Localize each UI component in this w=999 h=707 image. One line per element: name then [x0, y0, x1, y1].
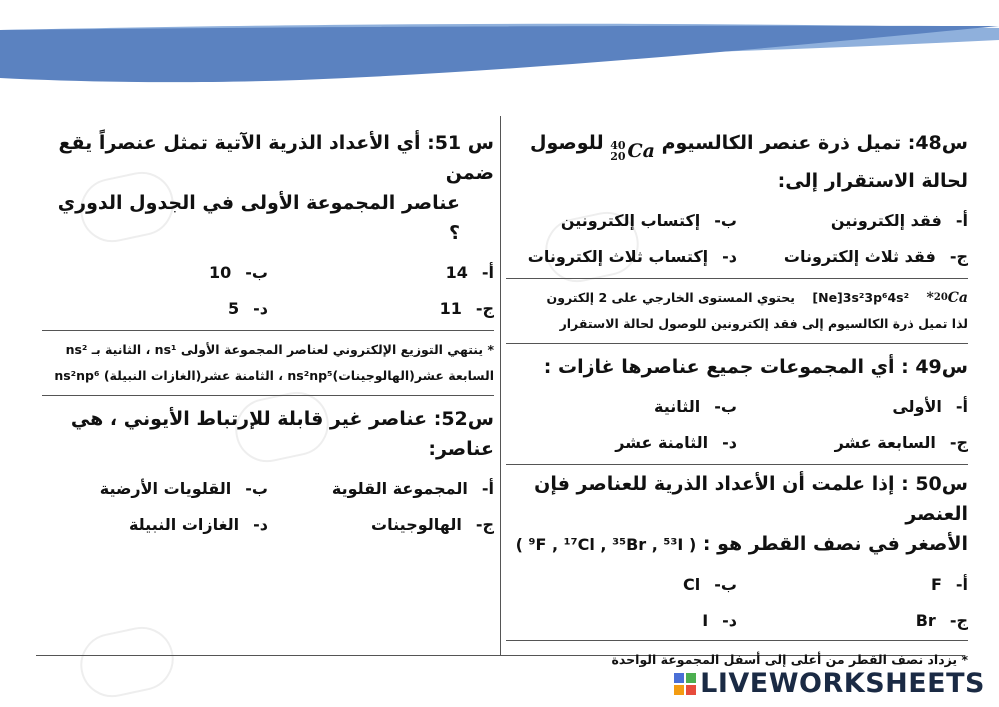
q50-line1: س50 : إذا علمت أن الأعداد الذرية للعناصر فإن العنصر: [534, 473, 968, 525]
q48-prefix: س48:: [907, 132, 968, 154]
calcium-symbol: Ca: [627, 140, 655, 162]
q50-option-b[interactable]: ب- Cl: [683, 574, 737, 594]
question-50: [506, 469, 968, 560]
q48-text-after: للوصول لحالة الاستقرار إلى:: [530, 132, 968, 192]
q48-option-c[interactable]: ج- فقد ثلاث إلكترونات: [783, 246, 968, 266]
q52-option-a[interactable]: أ- المجموعة القلوية: [331, 478, 494, 498]
electron-configuration: [Ne]3s²3p⁶4s²: [812, 290, 910, 305]
q50-element-set: ( ⁹F , ¹⁷Cl , ³⁵Br , ⁵³I ): [515, 535, 697, 554]
q48-options: [506, 202, 968, 274]
q51-explanation-note: [42, 330, 494, 396]
question-49: س49 : أي المجموعات جميع عناصرها غازات :: [543, 356, 968, 378]
q48-option-d[interactable]: د- إكتساب ثلاث إلكترونات: [527, 246, 737, 266]
q52-options: [42, 470, 494, 542]
q48-option-b[interactable]: ب- إكتساب إلكترونين: [560, 210, 737, 230]
q49-option-d[interactable]: د- الثامنة عشر: [615, 432, 737, 452]
q51-option-a[interactable]: أ- 14: [445, 262, 494, 282]
note-atomic-number: 20: [933, 292, 948, 303]
q50-line2: الأصغر في نصف القطر هو :: [702, 533, 968, 555]
q50-option-d[interactable]: د- I: [702, 610, 737, 630]
q51-option-d[interactable]: د- 5: [228, 298, 268, 318]
q48-explanation-note: [506, 278, 968, 344]
q50-note: * يزداد نصف القطر من أعلى إلى أسفل المجموعة الواحدة: [506, 640, 968, 679]
question-48: [506, 128, 968, 196]
logo-squares-icon: [674, 673, 696, 695]
left-column: [42, 128, 494, 542]
q52-option-d[interactable]: د- الغازات النبيلة: [128, 514, 268, 534]
calcium-isotope: [610, 136, 655, 166]
q49-option-b[interactable]: ب- الثانية: [654, 396, 737, 416]
q51-options: [42, 254, 494, 326]
q50-option-c[interactable]: ج- Br: [915, 610, 968, 630]
divider: [506, 464, 968, 465]
q51-line1: س 51: أي الأعداد الذرية الآتية تمثل عنصراً يقع ضمن: [58, 132, 494, 184]
q48-text: تميل ذرة عنصر الكالسيوم: [661, 132, 902, 154]
header-wave-banner: [0, 0, 999, 110]
note-line1: يحتوي المستوى الخارجي على 2 إلكترون: [546, 290, 795, 305]
q51-note-line2: السابعة عشر(الهالوجينات)ns²np⁵ ، الثامنة عشر(الغازات النبيلة) ns²np⁶: [54, 368, 494, 383]
q50-option-a[interactable]: أ- F: [930, 574, 968, 594]
watermark-logo: [74, 621, 179, 703]
column-divider: [500, 116, 501, 656]
calcium-atomic-number: 20: [610, 150, 626, 163]
q51-line2: عناصر المجموعة الأولى في الجدول الدوري ؟: [57, 192, 460, 244]
q49-option-c[interactable]: ج- السابعة عشر: [834, 432, 968, 452]
q51-option-c[interactable]: ج- 11: [439, 298, 494, 318]
calcium-mass-number: 40: [610, 139, 626, 152]
note-line2: لذا تميل ذرة الكالسيوم إلى فقد إلكترونين للوصول لحالة الاستقرار: [559, 316, 968, 331]
right-column: [506, 128, 968, 687]
q48-option-a[interactable]: أ- فقد إلكترونين: [830, 210, 968, 230]
note-element: Ca: [947, 290, 968, 306]
note-star: *: [926, 290, 934, 306]
q52-option-b[interactable]: ب- القلويات الأرضية: [99, 478, 268, 498]
logo-text: LIVEWORKSHEETS: [700, 668, 985, 699]
q49-option-a[interactable]: أ- الأولى: [892, 396, 968, 416]
q49-options: [506, 388, 968, 460]
q51-note-line1: * ينتهي التوزيع الإلكتروني لعناصر المجموعة الأولى ns¹ ، الثانية بـ ns²: [65, 342, 494, 357]
q50-options: [506, 566, 968, 638]
liveworksheets-logo[interactable]: [674, 668, 985, 699]
question-51: [42, 128, 494, 248]
q51-option-b[interactable]: ب- 10: [209, 262, 268, 282]
q52-option-c[interactable]: ج- الهالوجينات: [371, 514, 494, 534]
question-52: س52: عناصر غير قابلة للإرتباط الأيوني ، هي عناصر:: [70, 408, 494, 460]
